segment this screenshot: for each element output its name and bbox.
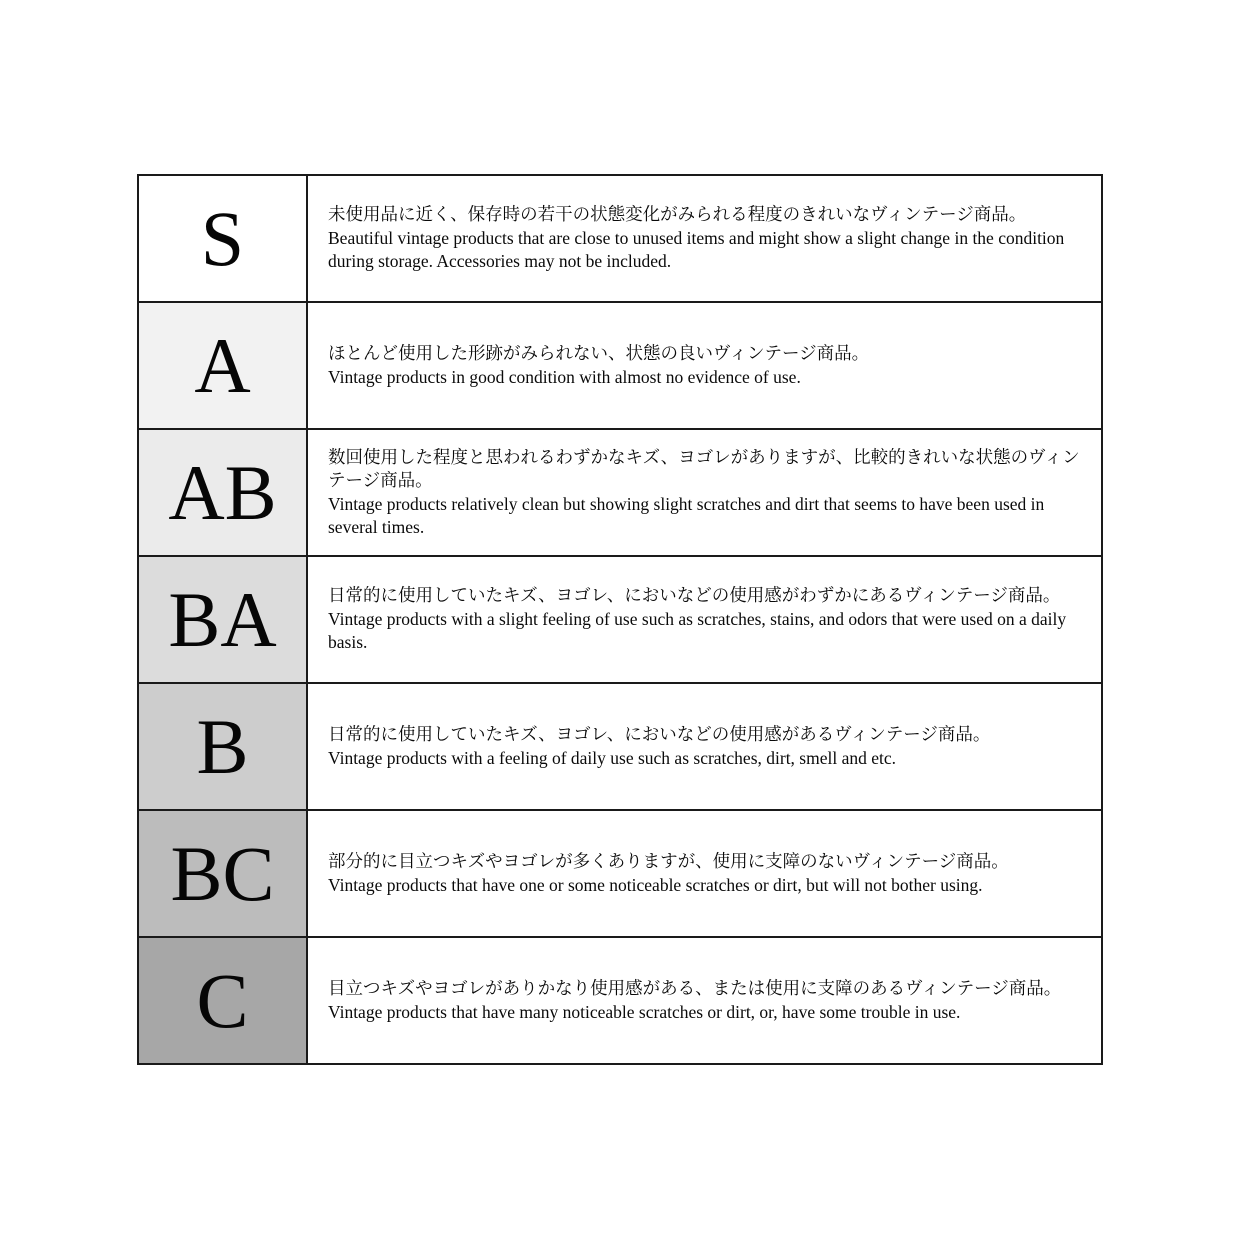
grade-cell-bc	[138, 810, 307, 937]
description-english: Vintage products with a feeling of daily use such as scratches, dirt, smell and etc.	[328, 747, 897, 768]
grade-cell-s	[138, 175, 307, 302]
description-english: Vintage products with a slight feeling of use such as scratches, stains, and odors that were used on a daily basis.	[328, 608, 1067, 653]
description-english: Vintage products in good condition with almost no evidence of use.	[328, 366, 801, 387]
grade-description-cell	[307, 810, 1102, 937]
grade-cell-a	[138, 302, 307, 429]
grade-row-b	[138, 683, 1102, 810]
condition-grade-table	[137, 174, 1103, 1065]
grade-letter: S	[200, 194, 245, 282]
grade-cell-ba	[138, 556, 307, 683]
description-japanese: 未使用品に近く、保存時の若干の状態変化がみられる程度のきれいなヴィンテージ商品。	[328, 204, 1027, 225]
description-japanese: 数回使用した程度と思われるわずかなキズ、ヨゴレがありますが、比較的きれいな状態のヴィンテージ商品。	[328, 446, 1080, 490]
description-english: Vintage products that have many noticeable scratches or dirt, or, have some trouble in use.	[328, 1001, 961, 1022]
description-english: Vintage products that have one or some noticeable scratches or dirt, but will not bother using.	[328, 874, 983, 895]
grade-row-c	[138, 937, 1102, 1064]
description-japanese: 目立つキズやヨゴレがありかなり使用感がある、または使用に支障のあるヴィンテージ商品。	[328, 978, 1062, 998]
grade-description-cell	[307, 302, 1102, 429]
grade-row-ba	[138, 556, 1102, 683]
grade-cell-b	[138, 683, 307, 810]
grade-description-cell	[307, 429, 1102, 556]
grade-cell-ab	[138, 429, 307, 556]
description-english: Vintage products relatively clean but showing slight scratches and dirt that seems to have been used in several times.	[328, 493, 1045, 537]
grade-letter: C	[196, 956, 249, 1044]
grade-description-cell	[307, 683, 1102, 810]
grade-row-a	[138, 302, 1102, 429]
grade-letter: A	[194, 321, 251, 409]
grade-row-s	[138, 175, 1102, 302]
description-english: Beautiful vintage products that are close to unused items and might show a slight change in the condition during storage. Accessories may not be included.	[328, 227, 1065, 272]
grade-cell-c	[138, 937, 307, 1064]
grade-description-cell	[307, 937, 1102, 1064]
description-japanese: 部分的に目立つキズやヨゴレが多くありますが、使用に支障のないヴィンテージ商品。	[328, 851, 1009, 871]
grade-description-cell	[307, 556, 1102, 683]
grade-letter: AB	[168, 448, 277, 536]
grade-letter: BA	[168, 575, 277, 663]
grade-description-cell	[307, 175, 1102, 302]
grade-letter: BC	[170, 829, 275, 917]
description-japanese: 日常的に使用していたキズ、ヨゴレ、においなどの使用感がわずかにあるヴィンテージ商品。	[328, 585, 1061, 606]
grade-row-bc	[138, 810, 1102, 937]
description-japanese: ほとんど使用した形跡がみられない、状態の良いヴィンテージ商品。	[328, 343, 870, 363]
description-japanese: 日常的に使用していたキズ、ヨゴレ、においなどの使用感があるヴィンテージ商品。	[328, 724, 991, 744]
grade-letter: B	[196, 702, 249, 790]
grade-row-ab	[138, 429, 1102, 556]
